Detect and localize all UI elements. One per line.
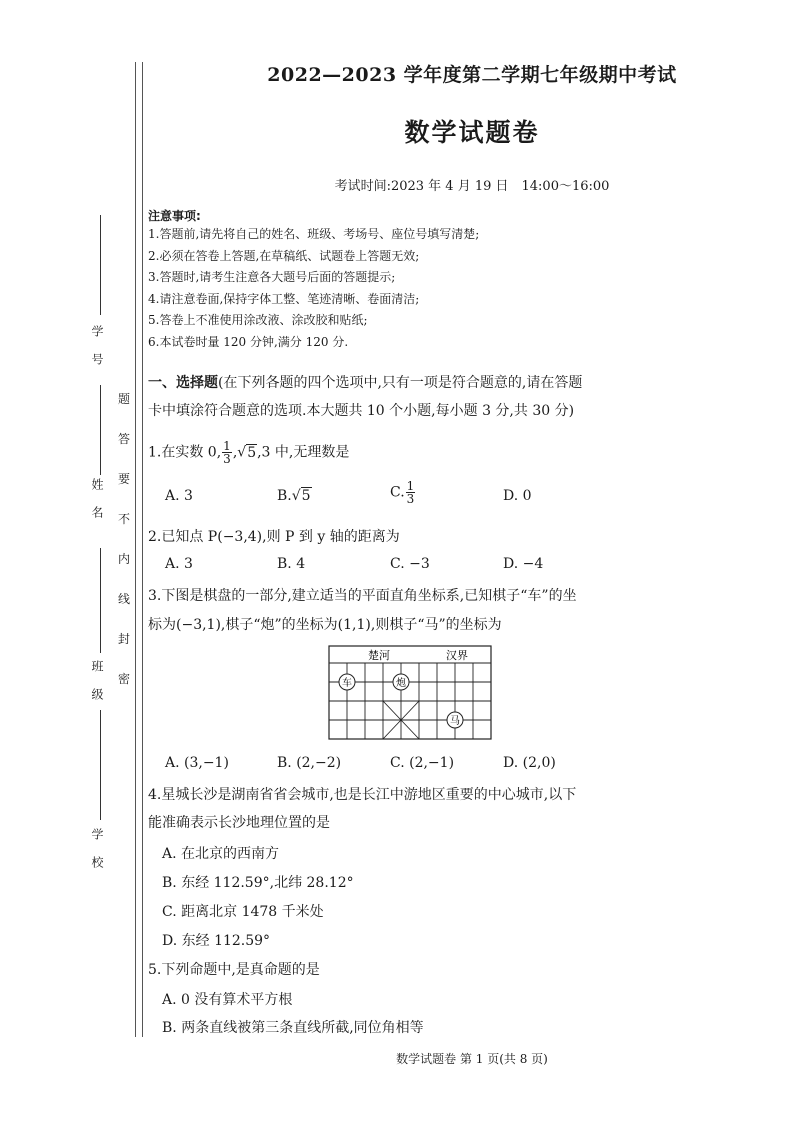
fraction-denominator: 3 — [223, 452, 231, 466]
q1-option-c[interactable] — [390, 480, 416, 505]
question-5: 5.下列命题中,是真命题的是 — [148, 962, 320, 978]
q4-option-b[interactable]: B. 东经 112.59°,北纬 28.12° — [162, 875, 354, 891]
sqrt-icon: √ — [237, 444, 247, 461]
notice-item: 6.本试卷时量 120 分钟,满分 120 分. — [148, 334, 349, 349]
question-4-line1: 4.星城长沙是湖南省省会城市,也是长江中游地区重要的中心城市,以下 — [148, 787, 577, 803]
q1-option-b[interactable] — [277, 488, 312, 504]
page-footer: 数学试题卷 第 1 页(共 8 页) — [396, 1052, 548, 1066]
piece-ma-label: 马 — [450, 716, 460, 727]
q2-option-b[interactable]: B. 4 — [277, 556, 306, 572]
binding-line-inner — [142, 62, 143, 1037]
student-id-label: 学 号 — [90, 325, 104, 367]
notice-section — [148, 207, 668, 353]
q5-option-b[interactable]: B. 两条直线被第三条直线所截,同位角相等 — [162, 1020, 424, 1036]
seal-char: 封 — [118, 632, 131, 646]
fraction-denominator: 3 — [406, 492, 415, 506]
question-4-line2: 能准确表示长沙地理位置的是 — [148, 815, 330, 831]
seal-char: 不 — [118, 512, 131, 526]
q4-option-d[interactable]: D. 东经 112.59° — [162, 933, 271, 949]
q2-option-a[interactable]: A. 3 — [165, 556, 193, 572]
notice-heading: 注意事项: — [148, 209, 201, 223]
sqrt-icon: √ — [291, 488, 301, 504]
section-desc-line2: 卡中填涂符合题意的选项.本大题共 10 个小题,每小题 3 分,共 30 分) — [148, 403, 575, 419]
seal-char: 内 — [118, 552, 131, 566]
school-label: 学 校 — [90, 828, 104, 870]
sqrt-value: 5 — [301, 488, 311, 504]
question-2: 2.已知点 P(−3,4),则 P 到 y 轴的距离为 — [148, 529, 400, 545]
piece-che-label: 车 — [342, 678, 352, 689]
seal-char: 密 — [118, 672, 131, 686]
q3-option-c[interactable]: C. (2,−1) — [390, 755, 455, 771]
class-label: 班 级 — [90, 660, 104, 702]
q4-option-c[interactable]: C. 距离北京 1478 千米处 — [162, 904, 324, 920]
question-3-line1: 3.下图是棋盘的一部分,建立适当的平面直角坐标系,已知棋子“车”的坐 — [148, 588, 577, 604]
notice-item: 3.答题时,请考生注意各大题号后面的答题提示; — [148, 270, 396, 284]
board-grid — [329, 663, 491, 739]
q3-option-a[interactable]: A. (3,−1) — [165, 755, 229, 771]
exam-title: 2022—2023 学年度第二学期七年级期中考试 — [267, 64, 677, 86]
q1-option-d[interactable]: D. 0 — [503, 488, 532, 504]
q3-option-d[interactable]: D. (2,0) — [503, 755, 556, 771]
q1-sep: , — [232, 444, 238, 461]
q2-option-d[interactable]: D. −4 — [503, 556, 544, 572]
river-label-right: 汉界 — [446, 649, 468, 662]
fraction — [406, 480, 416, 505]
binding-line-outer — [135, 62, 136, 1037]
seal-char: 题 — [118, 392, 131, 406]
school-line[interactable] — [100, 710, 101, 820]
fraction — [222, 440, 232, 465]
piece-pao-label: 炮 — [396, 678, 406, 689]
section-heading — [148, 373, 668, 393]
seal-char: 答 — [118, 432, 131, 446]
binding-margin — [0, 0, 145, 1050]
name-label: 姓 名 — [90, 478, 104, 520]
notice-item: 1.答题前,请先将自己的姓名、班级、考场号、座位号填写清楚; — [148, 227, 480, 241]
q2-option-c[interactable]: C. −3 — [390, 556, 430, 572]
chess-board — [328, 645, 492, 740]
notice-item: 4.请注意卷面,保持字体工整、笔迹清晰、卷面清洁; — [148, 291, 420, 306]
question-3-line2: 标为(−3,1),棋子“炮”的坐标为(1,1),则棋子“马”的坐标为 — [148, 617, 502, 633]
seal-char: 线 — [118, 592, 131, 606]
q1-prefix: 1.在实数 0, — [148, 444, 222, 461]
question-1 — [148, 440, 668, 465]
section-title: 一、选择题 — [148, 375, 218, 391]
q4-option-a[interactable]: A. 在北京的西南方 — [162, 846, 280, 862]
exam-time: 考试时间:2023 年 4 月 19 日 14:00～16:00 — [334, 179, 610, 194]
fraction-numerator: 1 — [223, 439, 231, 453]
class-line[interactable] — [100, 548, 101, 653]
sqrt-value: 5 — [247, 444, 257, 461]
paper-subtitle: 数学试题卷 — [404, 118, 540, 147]
notice-item: 2.必须在答卷上答题,在草稿纸、试题卷上答题无效; — [148, 248, 420, 263]
section-desc: (在下列各题的四个选项中,只有一项是符合题意的,请在答题 — [218, 375, 583, 391]
q5-option-a[interactable]: A. 0 没有算术平方根 — [162, 992, 293, 1008]
river-label-left: 楚河 — [368, 649, 390, 662]
seal-char: 要 — [118, 472, 131, 486]
fraction-numerator: 1 — [406, 479, 415, 493]
option-label: B. — [277, 488, 292, 504]
student-id-line[interactable] — [100, 215, 101, 315]
notice-item: 5.答卷上不准使用涂改液、涂改胶和贴纸; — [148, 313, 368, 327]
name-line[interactable] — [100, 385, 101, 475]
option-label: C. — [390, 484, 405, 501]
q1-suffix: ,3 中,无理数是 — [257, 444, 350, 461]
q1-option-a[interactable]: A. 3 — [165, 488, 193, 504]
q3-option-b[interactable]: B. (2,−2) — [277, 755, 342, 771]
